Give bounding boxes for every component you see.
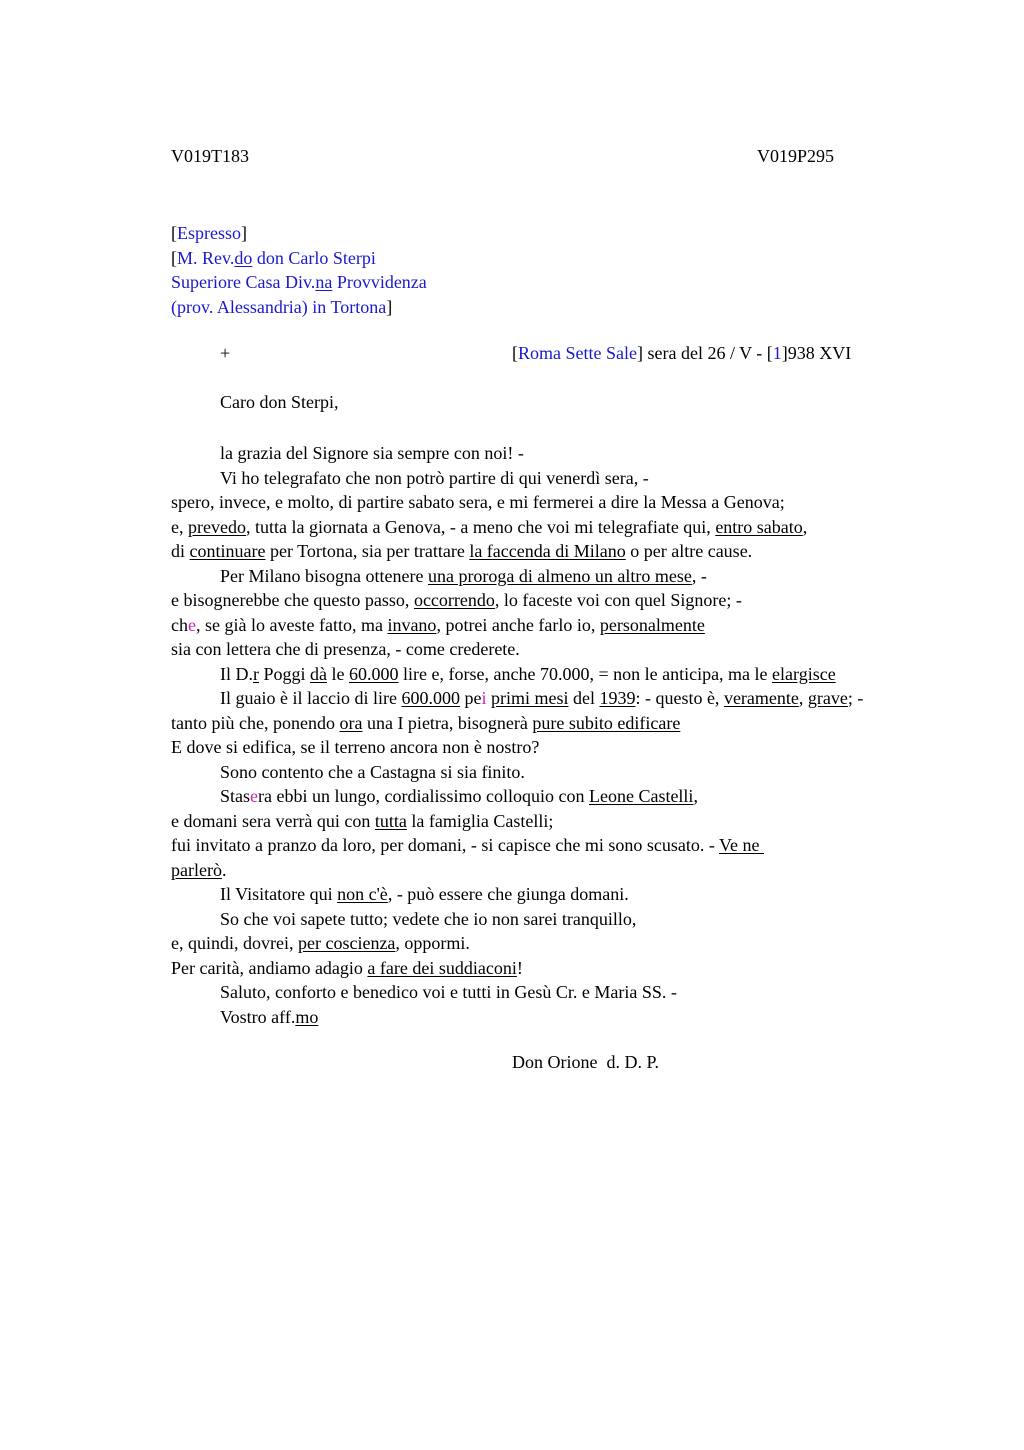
place-date: [Roma Sette Sale] sera del 26 / V - [1]938 XVI	[512, 343, 852, 363]
body-line: Stasera ebbi un lungo, cordialissimo colloquio con Leone Castelli,	[220, 786, 698, 806]
greeting: Caro don Sterpi,	[220, 392, 339, 412]
body-line: Il guaio è il laccio di lire 600.000 pei primi mesi del 1939: - questo è, veramente, grave; -	[220, 688, 864, 708]
body-line: e bisognerebbe che questo passo, occorrendo, lo faceste voi con quel Signore; -	[171, 590, 742, 610]
document-code-right: V019P295	[757, 146, 835, 166]
body-line: e, quindi, dovrei, per coscienza, oppormi.	[171, 933, 470, 953]
body-line: che, se già lo aveste fatto, ma invano, potrei anche farlo io, personalmente	[171, 614, 705, 635]
body-line: E dove si edifica, se il terreno ancora non è nostro?	[171, 737, 540, 757]
body-line: Il Visitatore qui non c'è, - può essere che giunga domani.	[220, 884, 629, 904]
body-line: Sono contento che a Castagna si sia finito.	[220, 761, 525, 782]
body-line: fui invitato a pranzo da loro, per domani, - si capisce che mi sono scusato. - Ve ne	[171, 835, 764, 855]
body-line: e, prevedo, tutta la giornata a Genova, - a meno che voi mi telegrafiate qui, entro sabato,	[171, 516, 808, 537]
address-line-3: Superiore Casa Div.na Provvidenza	[171, 272, 427, 292]
body-line: Per Milano bisogna ottenere una proroga di almeno un altro mese, -	[220, 565, 707, 586]
body-line: Vi ho telegrafato che non potrò partire di qui venerdì sera, -	[220, 467, 649, 488]
body-line: Il D.r Poggi dà le 60.000 lire e, forse, anche 70.000, = non le anticipa, ma le elargisce	[220, 663, 836, 684]
letter-body	[171, 441, 971, 1029]
cross-symbol: +	[220, 343, 231, 363]
body-line: di continuare per Tortona, sia per trattare la faccenda di Milano o per altre cause.	[171, 541, 753, 561]
body-line: e domani sera verrà qui con tutta la famiglia Castelli;	[171, 810, 554, 831]
signature: Don Orione d. D. P.	[512, 1052, 659, 1072]
address-line-4: (prov. Alessandria) in Tortona]	[171, 296, 393, 317]
body-line: parlerò.	[171, 859, 227, 880]
body-line: So che voi sapete tutto; vedete che io non sarei tranquillo,	[220, 908, 637, 929]
body-line: Per carità, andiamo adagio a fare dei suddiaconi!	[171, 957, 523, 978]
body-line: Saluto, conforto e benedico voi e tutti in Gesù Cr. e Maria SS. -	[220, 982, 677, 1002]
date-line	[0, 343, 1024, 367]
address-block	[171, 221, 427, 319]
body-line: spero, invece, e molto, di partire sabato sera, e mi fermerei a dire la Messa a Genova;	[171, 492, 785, 512]
closing-line: Vostro aff.mo	[220, 1006, 319, 1027]
body-line: tanto più che, ponendo ora una I pietra, bisognerà pure subito edificare	[171, 712, 681, 733]
document-code-left: V019T183	[171, 146, 249, 166]
body-line: la grazia del Signore sia sempre con noi! -	[220, 443, 524, 463]
address-line-2: [M. Rev.do don Carlo Sterpi	[171, 247, 376, 268]
address-line-1: [Espresso]	[171, 223, 247, 243]
body-line: sia con lettera che di presenza, - come crederete.	[171, 639, 520, 659]
